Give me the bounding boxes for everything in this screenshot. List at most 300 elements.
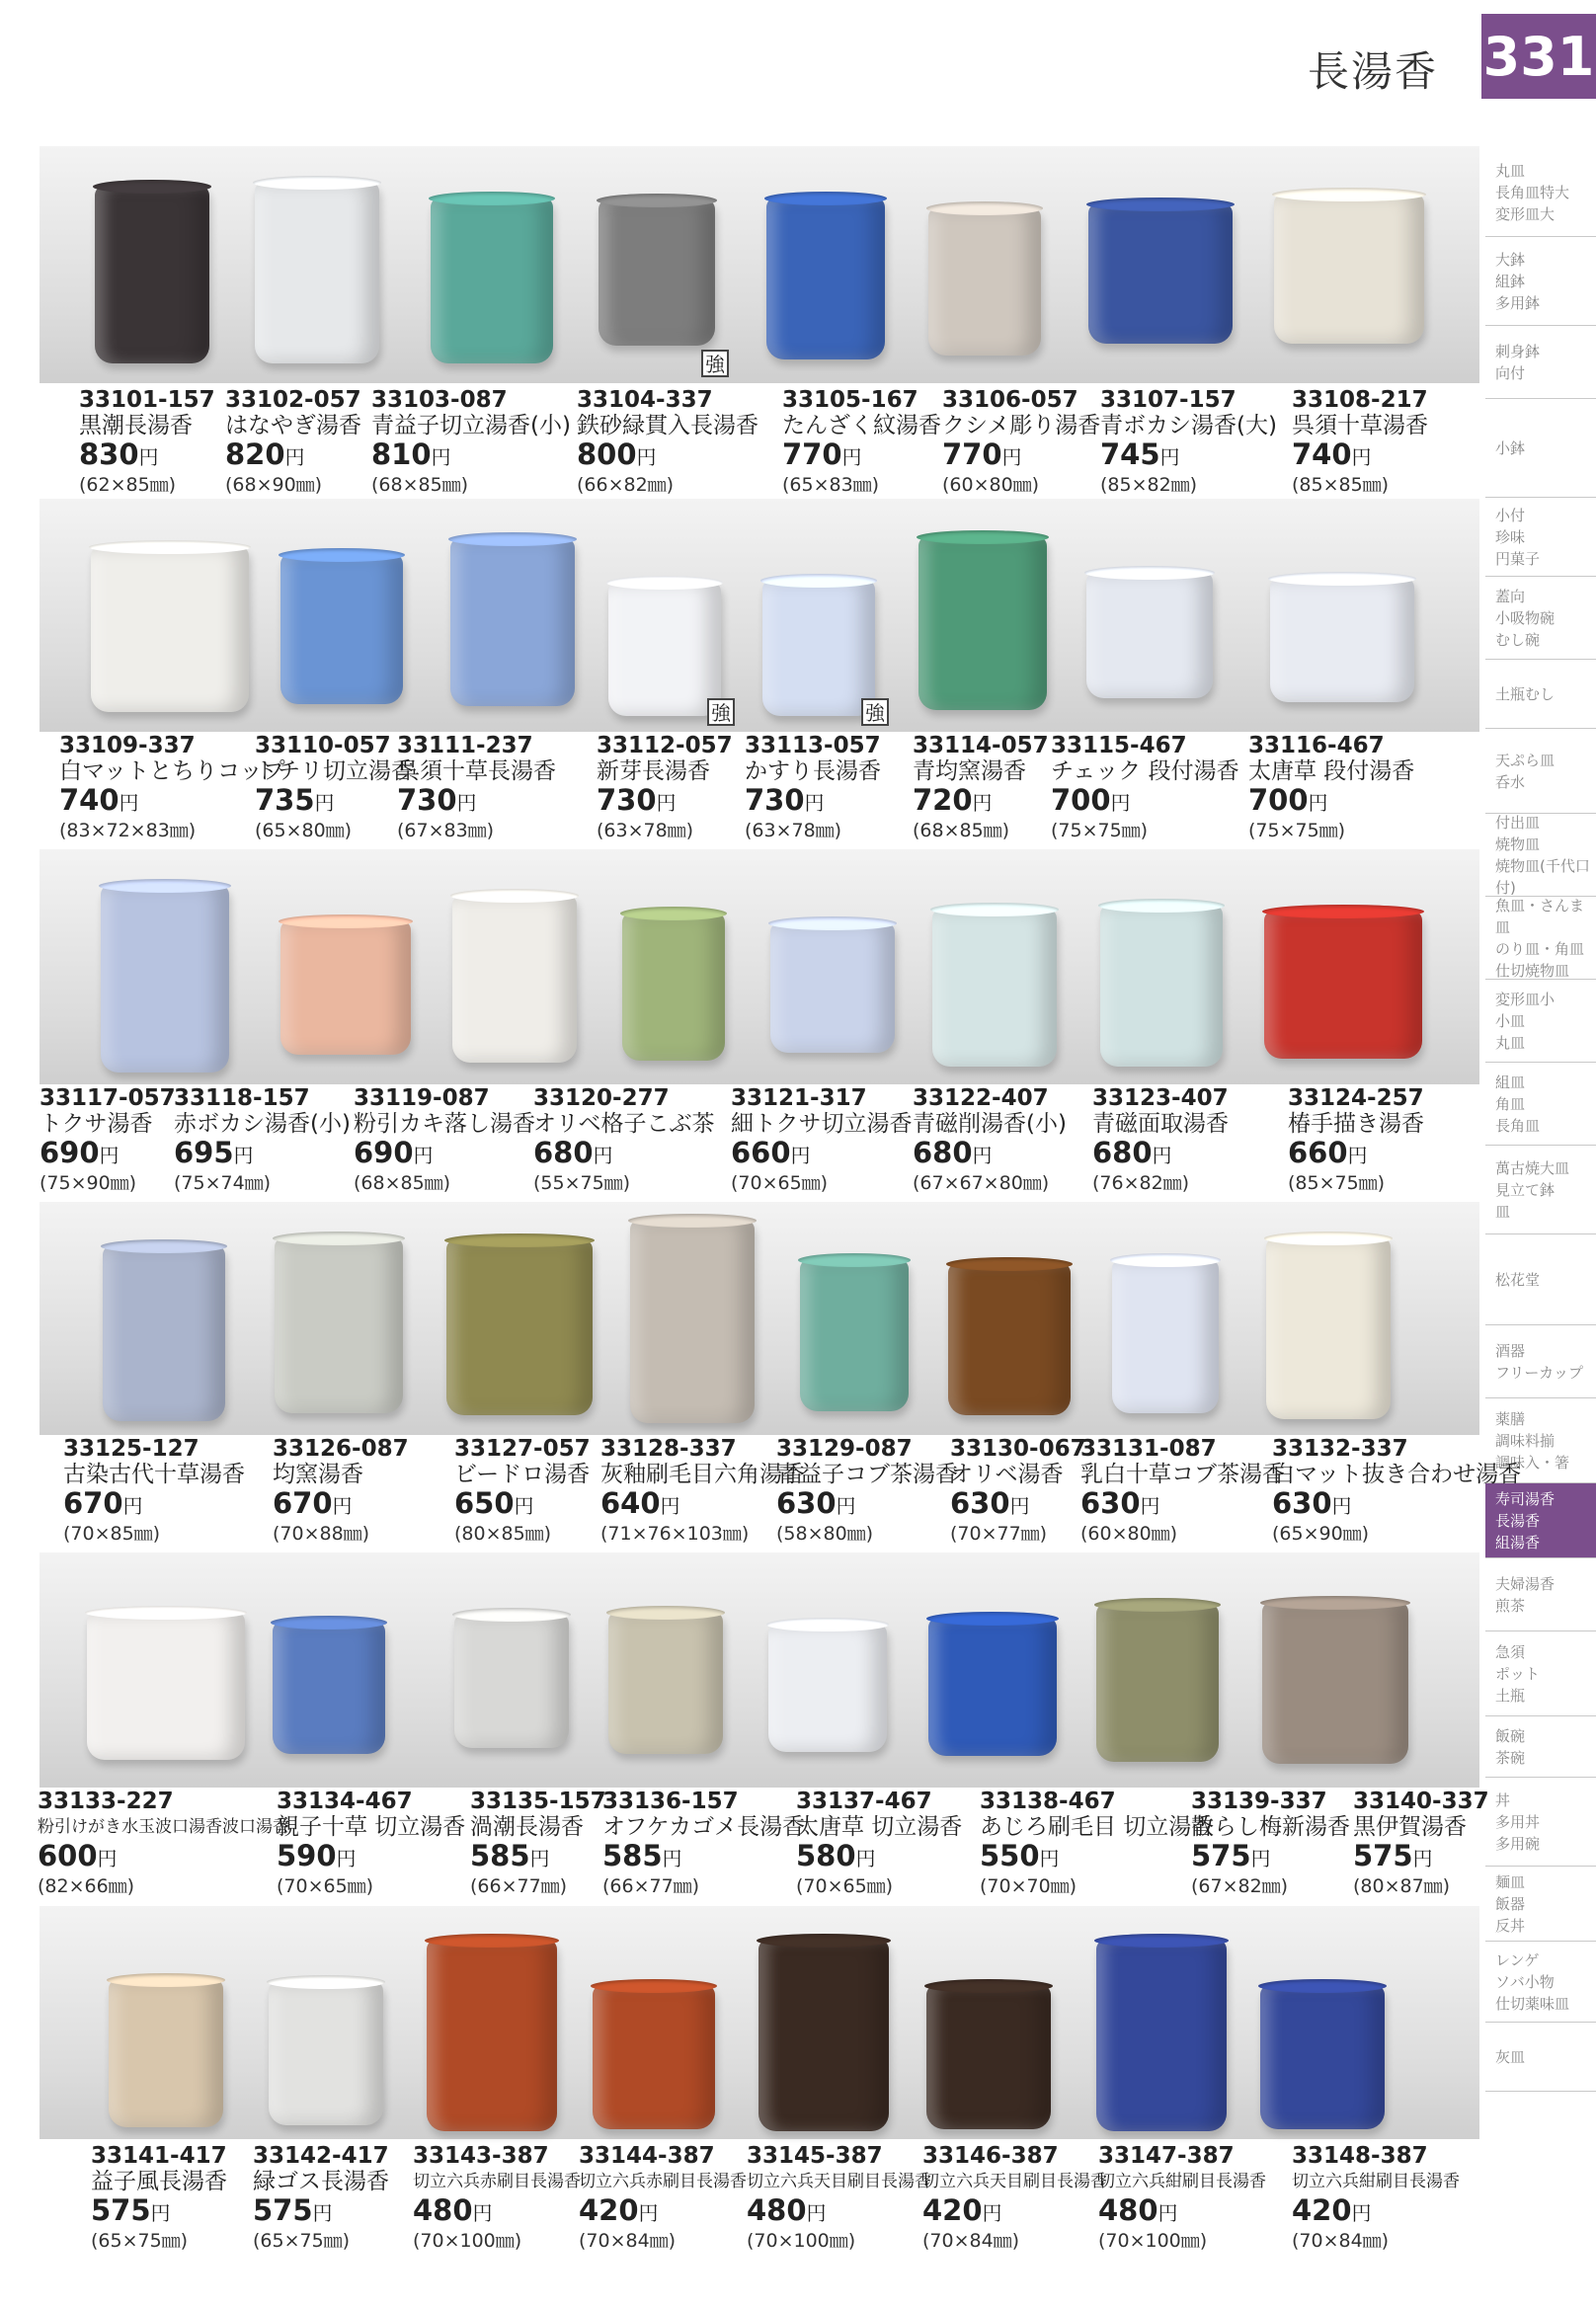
strong-badge: 強 <box>701 350 729 377</box>
product-code: 33117-057 <box>40 1085 176 1111</box>
product-item[interactable] <box>253 2143 389 2253</box>
product-size: (70×70㎜) <box>980 1875 1077 1897</box>
product-item[interactable] <box>174 1085 351 1195</box>
product-size: (85×75㎜) <box>1288 1172 1386 1194</box>
product-size: (70×84㎜) <box>922 2230 1020 2252</box>
product-size: (82×66㎜) <box>38 1875 135 1897</box>
product-item[interactable] <box>533 1085 715 1195</box>
sidebar-category-23[interactable] <box>1485 2023 1596 2092</box>
teacup-image <box>1100 905 1223 1067</box>
product-item[interactable] <box>597 733 733 842</box>
product-size: (65×90㎜) <box>1272 1523 1370 1545</box>
sidebar-category-label: 多用碗 <box>1495 1834 1541 1853</box>
product-size: (80×85㎜) <box>454 1523 552 1545</box>
yen-unit: 円 <box>636 445 657 469</box>
product-price <box>600 1487 805 1522</box>
product-price <box>253 2194 389 2229</box>
sidebar-category-label: 天ぷら皿 <box>1495 751 1556 769</box>
product-name: 青磁面取湯香 <box>1092 1111 1229 1137</box>
sidebar-category-label: 多用丼 <box>1495 1812 1541 1831</box>
product-code: 33113-057 <box>745 733 881 758</box>
teacup-image <box>280 554 403 704</box>
price-value: 650 <box>454 1486 515 1520</box>
product-name: トクサ湯香 <box>40 1111 153 1137</box>
product-item[interactable] <box>745 733 881 842</box>
teacup-image <box>1264 911 1422 1059</box>
teacup-image <box>1096 1604 1219 1762</box>
product-item[interactable] <box>747 2143 931 2253</box>
product-item[interactable] <box>1051 733 1239 842</box>
product-price <box>1191 1840 1350 1874</box>
yen-unit: 円 <box>593 1144 613 1167</box>
price-value: 660 <box>731 1136 791 1169</box>
strong-badge: 強 <box>861 698 889 726</box>
sidebar-category-label: 多用鉢 <box>1495 293 1541 312</box>
product-size: (60×80㎜) <box>1080 1523 1178 1545</box>
product-item[interactable] <box>796 1789 962 1898</box>
product-name: オフケカゴメ長湯香 <box>602 1814 806 1840</box>
sidebar-category-11[interactable] <box>1485 1063 1596 1146</box>
product-code: 33126-087 <box>273 1436 409 1462</box>
sidebar-category-label: 皿 <box>1495 1202 1511 1221</box>
teacup-image <box>800 1259 909 1411</box>
sidebar-category-label: 組湯香 <box>1495 1533 1541 1551</box>
product-price <box>38 1840 289 1874</box>
product-name: 切立六兵紺刷目長湯香 <box>1098 2172 1266 2191</box>
product-item[interactable] <box>942 387 1100 497</box>
product-size: (68×90㎜) <box>225 474 323 496</box>
product-item[interactable] <box>1288 1085 1424 1195</box>
product-code: 33111-237 <box>397 733 533 758</box>
product-code: 33135-157 <box>470 1789 606 1814</box>
teacup-image <box>608 582 721 716</box>
product-item[interactable] <box>782 387 941 497</box>
sidebar-category-label: 調味料揃 <box>1495 1431 1556 1450</box>
product-price <box>782 438 941 473</box>
teacup-image <box>255 182 379 363</box>
product-item[interactable] <box>38 1789 289 1898</box>
teacup-image <box>1086 572 1213 698</box>
product-price <box>747 2194 931 2229</box>
product-size: (76×82㎜) <box>1092 1172 1190 1194</box>
yen-unit: 円 <box>413 1144 434 1167</box>
product-item[interactable] <box>602 1789 805 1898</box>
sidebar-category-12[interactable] <box>1485 1146 1596 1234</box>
product-code: 33138-467 <box>980 1789 1116 1814</box>
price-value: 680 <box>533 1136 594 1169</box>
product-price <box>1100 438 1277 473</box>
price-value: 590 <box>277 1839 337 1872</box>
sidebar-category-label: むし碗 <box>1495 630 1541 649</box>
sidebar-category-label: 呑水 <box>1495 772 1526 791</box>
yen-unit: 円 <box>119 791 139 815</box>
product-price <box>413 2194 581 2229</box>
teacup-image <box>928 207 1041 356</box>
product-item[interactable] <box>731 1085 913 1195</box>
sidebar-category-label: 蓋向 <box>1495 587 1526 605</box>
product-name: 切立六兵天目刷目長湯香 <box>922 2172 1107 2191</box>
product-item[interactable] <box>273 1436 409 1546</box>
product-name: チェック 段付湯香 <box>1051 758 1239 784</box>
yen-unit: 円 <box>312 2201 333 2225</box>
teacup-image <box>450 538 575 706</box>
teacup-image <box>280 920 411 1055</box>
price-value: 730 <box>597 783 657 817</box>
product-code: 33139-337 <box>1191 1789 1327 1814</box>
sidebar-category-19[interactable] <box>1485 1716 1596 1778</box>
sidebar-category-20[interactable] <box>1485 1778 1596 1867</box>
price-value: 600 <box>38 1839 98 1872</box>
product-price <box>577 438 758 473</box>
product-name: はなやぎ湯香 <box>225 413 361 438</box>
product-item[interactable] <box>225 387 361 497</box>
sidebar-category-label: 大鉢 <box>1495 250 1526 269</box>
product-code: 33102-057 <box>225 387 361 413</box>
price-value: 690 <box>354 1136 414 1169</box>
sidebar-category-7[interactable] <box>1485 729 1596 814</box>
product-price <box>533 1137 715 1171</box>
sidebar-category-label: 茶碗 <box>1495 1748 1526 1767</box>
teacup-image <box>454 1614 569 1748</box>
product-name: トチリ切立湯香 <box>255 758 414 784</box>
product-code: 33105-167 <box>782 387 918 413</box>
product-item[interactable] <box>1080 1436 1285 1546</box>
product-price <box>796 1840 962 1874</box>
product-size: (58×80㎜) <box>776 1523 874 1545</box>
price-value: 670 <box>273 1486 333 1520</box>
product-price <box>942 438 1100 473</box>
product-item[interactable] <box>1092 1085 1229 1195</box>
sidebar-category-label: 小鉢 <box>1495 438 1526 457</box>
sidebar-category-label: 刺身鉢 <box>1495 342 1541 360</box>
product-name: 青磁削湯香(小) <box>913 1111 1067 1137</box>
sidebar-category-label: 調味入・箸 <box>1495 1453 1570 1472</box>
sidebar-category-0[interactable] <box>1485 148 1596 237</box>
product-code: 33145-387 <box>747 2143 883 2169</box>
sidebar-category-label: 珍味 <box>1495 527 1526 546</box>
product-size: (70×77㎜) <box>950 1523 1048 1545</box>
yen-unit: 円 <box>97 1847 118 1870</box>
product-size: (75×75㎜) <box>1051 820 1149 841</box>
product-size: (65×75㎜) <box>91 2230 189 2252</box>
product-code: 33124-257 <box>1288 1085 1424 1111</box>
product-name: 益子風長湯香 <box>91 2169 227 2194</box>
sidebar-category-label: のり皿・角皿 <box>1495 939 1585 958</box>
product-code: 33103-087 <box>371 387 508 413</box>
sidebar-category-22[interactable] <box>1485 1942 1596 2023</box>
product-name: たんざく紋湯香 <box>782 413 941 438</box>
product-item[interactable] <box>577 387 758 497</box>
sidebar-category-9[interactable] <box>1485 897 1596 980</box>
product-item[interactable] <box>922 2143 1107 2253</box>
price-value: 420 <box>579 2193 639 2227</box>
price-value: 580 <box>796 1839 856 1872</box>
product-name: 新芽長湯香 <box>597 758 710 784</box>
product-price <box>91 2194 227 2229</box>
price-value: 630 <box>776 1486 837 1520</box>
product-size: (70×85㎜) <box>63 1523 161 1545</box>
product-item[interactable] <box>277 1789 465 1898</box>
product-size: (70×100㎜) <box>1098 2230 1208 2252</box>
product-name: 青益子切立湯香(小) <box>371 413 571 438</box>
product-price <box>1292 2194 1460 2229</box>
sidebar-category-label: 飯碗 <box>1495 1726 1526 1745</box>
teacup-image <box>273 1622 385 1754</box>
category-sidebar <box>1485 148 1596 2307</box>
sidebar-category-label: 萬古焼大皿 <box>1495 1158 1570 1177</box>
sidebar-category-4[interactable] <box>1485 498 1596 577</box>
yen-unit: 円 <box>638 2201 659 2225</box>
teacup-image <box>948 1263 1071 1415</box>
sidebar-category-17[interactable] <box>1485 1558 1596 1631</box>
product-size: (70×65㎜) <box>731 1172 829 1194</box>
yen-unit: 円 <box>662 1847 682 1870</box>
product-price <box>174 1137 351 1171</box>
product-name: あじろ刷毛目 切立湯香 <box>980 1814 1215 1840</box>
product-item[interactable] <box>1272 1436 1521 1546</box>
yen-unit: 円 <box>99 1144 120 1167</box>
product-price <box>776 1487 958 1522</box>
teacup-image <box>1270 578 1414 702</box>
product-size: (68×85㎜) <box>913 820 1010 841</box>
yen-unit: 円 <box>1412 1847 1433 1870</box>
sidebar-category-label: 小吸物碗 <box>1495 608 1556 627</box>
product-code: 33146-387 <box>922 2143 1059 2169</box>
product-size: (65×83㎜) <box>782 474 880 496</box>
product-price <box>273 1487 409 1522</box>
product-code: 33107-157 <box>1100 387 1237 413</box>
product-name: 切立六兵赤刷目長湯香 <box>579 2172 747 2191</box>
product-price <box>731 1137 913 1171</box>
teacup-image <box>431 198 553 363</box>
product-row <box>40 1906 1479 2252</box>
price-value: 630 <box>950 1486 1010 1520</box>
price-value: 480 <box>747 2193 807 2227</box>
sidebar-category-label: 見立て鉢 <box>1495 1180 1556 1199</box>
product-item[interactable] <box>371 387 571 497</box>
product-price <box>40 1137 176 1171</box>
product-name: 赤ボカシ湯香(小) <box>174 1111 351 1137</box>
product-price <box>1051 784 1239 819</box>
product-name: 細トクサ切立湯香 <box>731 1111 913 1137</box>
product-code: 33114-057 <box>913 733 1049 758</box>
teacup-image <box>926 1985 1051 2129</box>
product-item[interactable] <box>913 1085 1067 1195</box>
product-item[interactable] <box>950 1436 1086 1546</box>
product-size: (67×83㎜) <box>397 820 495 841</box>
product-item[interactable] <box>413 2143 581 2253</box>
product-row <box>40 146 1479 496</box>
price-value: 585 <box>470 1839 530 1872</box>
sidebar-category-label: 丼 <box>1495 1790 1511 1809</box>
yen-unit: 円 <box>806 2201 827 2225</box>
product-item[interactable] <box>1292 2143 1460 2253</box>
price-value: 670 <box>63 1486 123 1520</box>
product-code: 33119-087 <box>354 1085 490 1111</box>
price-value: 575 <box>1353 1839 1413 1872</box>
product-price <box>63 1487 245 1522</box>
yen-unit: 円 <box>1039 1847 1060 1870</box>
product-code: 33125-127 <box>63 1436 200 1462</box>
product-item[interactable] <box>1100 387 1277 497</box>
sidebar-category-3[interactable] <box>1485 399 1596 498</box>
product-item[interactable] <box>579 2143 747 2253</box>
price-value: 810 <box>371 438 432 471</box>
yen-unit: 円 <box>1331 1494 1352 1518</box>
product-price <box>913 1137 1067 1171</box>
product-name: 緑ゴス長湯香 <box>253 2169 389 2194</box>
product-size: (65×80㎜) <box>255 820 353 841</box>
product-size: (83×72×83㎜) <box>59 820 197 841</box>
price-value: 695 <box>174 1136 234 1169</box>
product-price <box>1272 1487 1521 1522</box>
sidebar-category-label: フリーカップ <box>1495 1363 1583 1382</box>
product-code: 33130-067 <box>950 1436 1086 1462</box>
price-value: 770 <box>782 438 842 471</box>
product-size: (68×85㎜) <box>354 1172 451 1194</box>
product-name: オリベ格子こぶ茶 <box>533 1111 715 1137</box>
product-item[interactable] <box>1292 387 1428 497</box>
yen-unit: 円 <box>284 445 305 469</box>
product-item[interactable] <box>913 733 1049 842</box>
sidebar-category-10[interactable] <box>1485 980 1596 1063</box>
sidebar-category-label: 麺皿 <box>1495 1872 1526 1891</box>
product-item[interactable] <box>354 1085 535 1195</box>
price-value: 690 <box>40 1136 100 1169</box>
sidebar-category-label: 変形皿小 <box>1495 990 1556 1008</box>
teacup-image <box>1274 194 1424 344</box>
product-item[interactable] <box>1353 1789 1489 1898</box>
product-name: 古染古代十草湯香 <box>63 1462 245 1487</box>
teacup-image <box>103 1245 225 1421</box>
sidebar-category-label: 土瓶 <box>1495 1686 1526 1705</box>
product-item[interactable] <box>1191 1789 1350 1898</box>
sidebar-category-2[interactable] <box>1485 326 1596 399</box>
product-item[interactable] <box>454 1436 591 1546</box>
sidebar-category-label: 小皿 <box>1495 1011 1526 1030</box>
product-name: 切立六兵赤刷目長湯香 <box>413 2172 581 2191</box>
product-price <box>277 1840 465 1874</box>
price-value: 480 <box>1098 2193 1158 2227</box>
sidebar-category-1[interactable] <box>1485 237 1596 326</box>
price-value: 770 <box>942 438 1002 471</box>
product-code: 33131-087 <box>1080 1436 1217 1462</box>
yen-unit: 円 <box>841 445 862 469</box>
product-photo-band <box>40 499 1479 732</box>
product-code: 33142-417 <box>253 2143 389 2169</box>
price-value: 585 <box>602 1839 663 1872</box>
product-price <box>1292 438 1428 473</box>
sidebar-category-label: レンゲ <box>1495 1950 1540 1969</box>
price-value: 820 <box>225 438 285 471</box>
product-size: (80×87㎜) <box>1353 1875 1451 1897</box>
product-item[interactable] <box>470 1789 606 1898</box>
yen-unit: 円 <box>1159 445 1180 469</box>
product-code: 33108-217 <box>1292 387 1428 413</box>
sidebar-category-14[interactable] <box>1485 1325 1596 1398</box>
yen-unit: 円 <box>138 445 159 469</box>
sidebar-category-label: 魚皿・さんま皿 <box>1495 896 1585 936</box>
product-name: 親子十草 切立湯香 <box>277 1814 466 1840</box>
strong-badge: 強 <box>707 698 735 726</box>
sidebar-category-13[interactable] <box>1485 1234 1596 1325</box>
sidebar-category-8[interactable] <box>1485 814 1596 897</box>
product-price <box>59 784 285 819</box>
sidebar-category-label: 角皿 <box>1495 1094 1526 1113</box>
product-item[interactable] <box>40 1085 176 1195</box>
sidebar-category-label: 組鉢 <box>1495 272 1526 290</box>
product-item[interactable] <box>776 1436 958 1546</box>
yen-unit: 円 <box>1009 1494 1030 1518</box>
sidebar-category-label: 反丼 <box>1495 1916 1526 1935</box>
product-item[interactable] <box>980 1789 1214 1898</box>
product-name: 青ボカシ湯香(大) <box>1100 413 1277 438</box>
product-item[interactable] <box>1248 733 1414 842</box>
sidebar-category-21[interactable] <box>1485 1867 1596 1942</box>
product-name: 太唐草 段付湯香 <box>1248 758 1415 784</box>
yen-unit: 円 <box>1152 1144 1172 1167</box>
product-price <box>454 1487 591 1522</box>
product-name: 呉須十草長湯香 <box>397 758 556 784</box>
sidebar-category-label: 長角皿 <box>1495 1116 1541 1135</box>
sidebar-category-5[interactable] <box>1485 577 1596 660</box>
sidebar-category-18[interactable] <box>1485 1631 1596 1716</box>
product-price <box>913 784 1049 819</box>
product-size: (70×100㎜) <box>747 2230 856 2252</box>
price-value: 740 <box>59 783 120 817</box>
product-price <box>980 1840 1214 1874</box>
sidebar-category-label: 丸皿 <box>1495 1033 1526 1052</box>
product-photo-band <box>40 849 1479 1084</box>
product-size: (66×82㎜) <box>577 474 675 496</box>
product-item[interactable] <box>1098 2143 1266 2253</box>
product-price <box>255 784 414 819</box>
product-item[interactable] <box>397 733 556 842</box>
price-value: 745 <box>1100 438 1160 471</box>
sidebar-category-label: 組皿 <box>1495 1073 1526 1091</box>
yen-unit: 円 <box>1351 2201 1372 2225</box>
product-code: 33143-387 <box>413 2143 549 2169</box>
product-name: 太唐草 切立湯香 <box>796 1814 963 1840</box>
product-item[interactable] <box>600 1436 805 1546</box>
price-value: 730 <box>745 783 805 817</box>
product-item[interactable] <box>59 733 285 842</box>
product-name: 青均窯湯香 <box>913 758 1026 784</box>
product-name: 灰釉刷毛目六角湯香 <box>600 1462 805 1487</box>
sidebar-category-label: 変形皿大 <box>1495 204 1556 223</box>
product-price <box>1288 1137 1424 1171</box>
price-value: 575 <box>1191 1839 1251 1872</box>
product-size: (63×78㎜) <box>597 820 694 841</box>
teacup-image <box>768 1624 887 1752</box>
product-size: (55×75㎜) <box>533 1172 631 1194</box>
product-item[interactable] <box>255 733 414 842</box>
product-item[interactable] <box>79 387 215 497</box>
teacup-image <box>1260 1985 1385 2129</box>
sidebar-category-label: 長角皿特大 <box>1495 183 1570 201</box>
product-size: (67×67×80㎜) <box>913 1172 1050 1194</box>
sidebar-category-label: 丸皿 <box>1495 161 1526 180</box>
price-value: 550 <box>980 1839 1040 1872</box>
product-price <box>225 438 361 473</box>
sidebar-category-label: 焼物皿 <box>1495 835 1541 853</box>
product-item[interactable] <box>63 1436 245 1546</box>
product-name: かすり長湯香 <box>745 758 881 784</box>
teacup-image <box>622 913 725 1061</box>
sidebar-category-6[interactable] <box>1485 660 1596 729</box>
product-size: (70×65㎜) <box>796 1875 894 1897</box>
product-item[interactable] <box>91 2143 227 2253</box>
